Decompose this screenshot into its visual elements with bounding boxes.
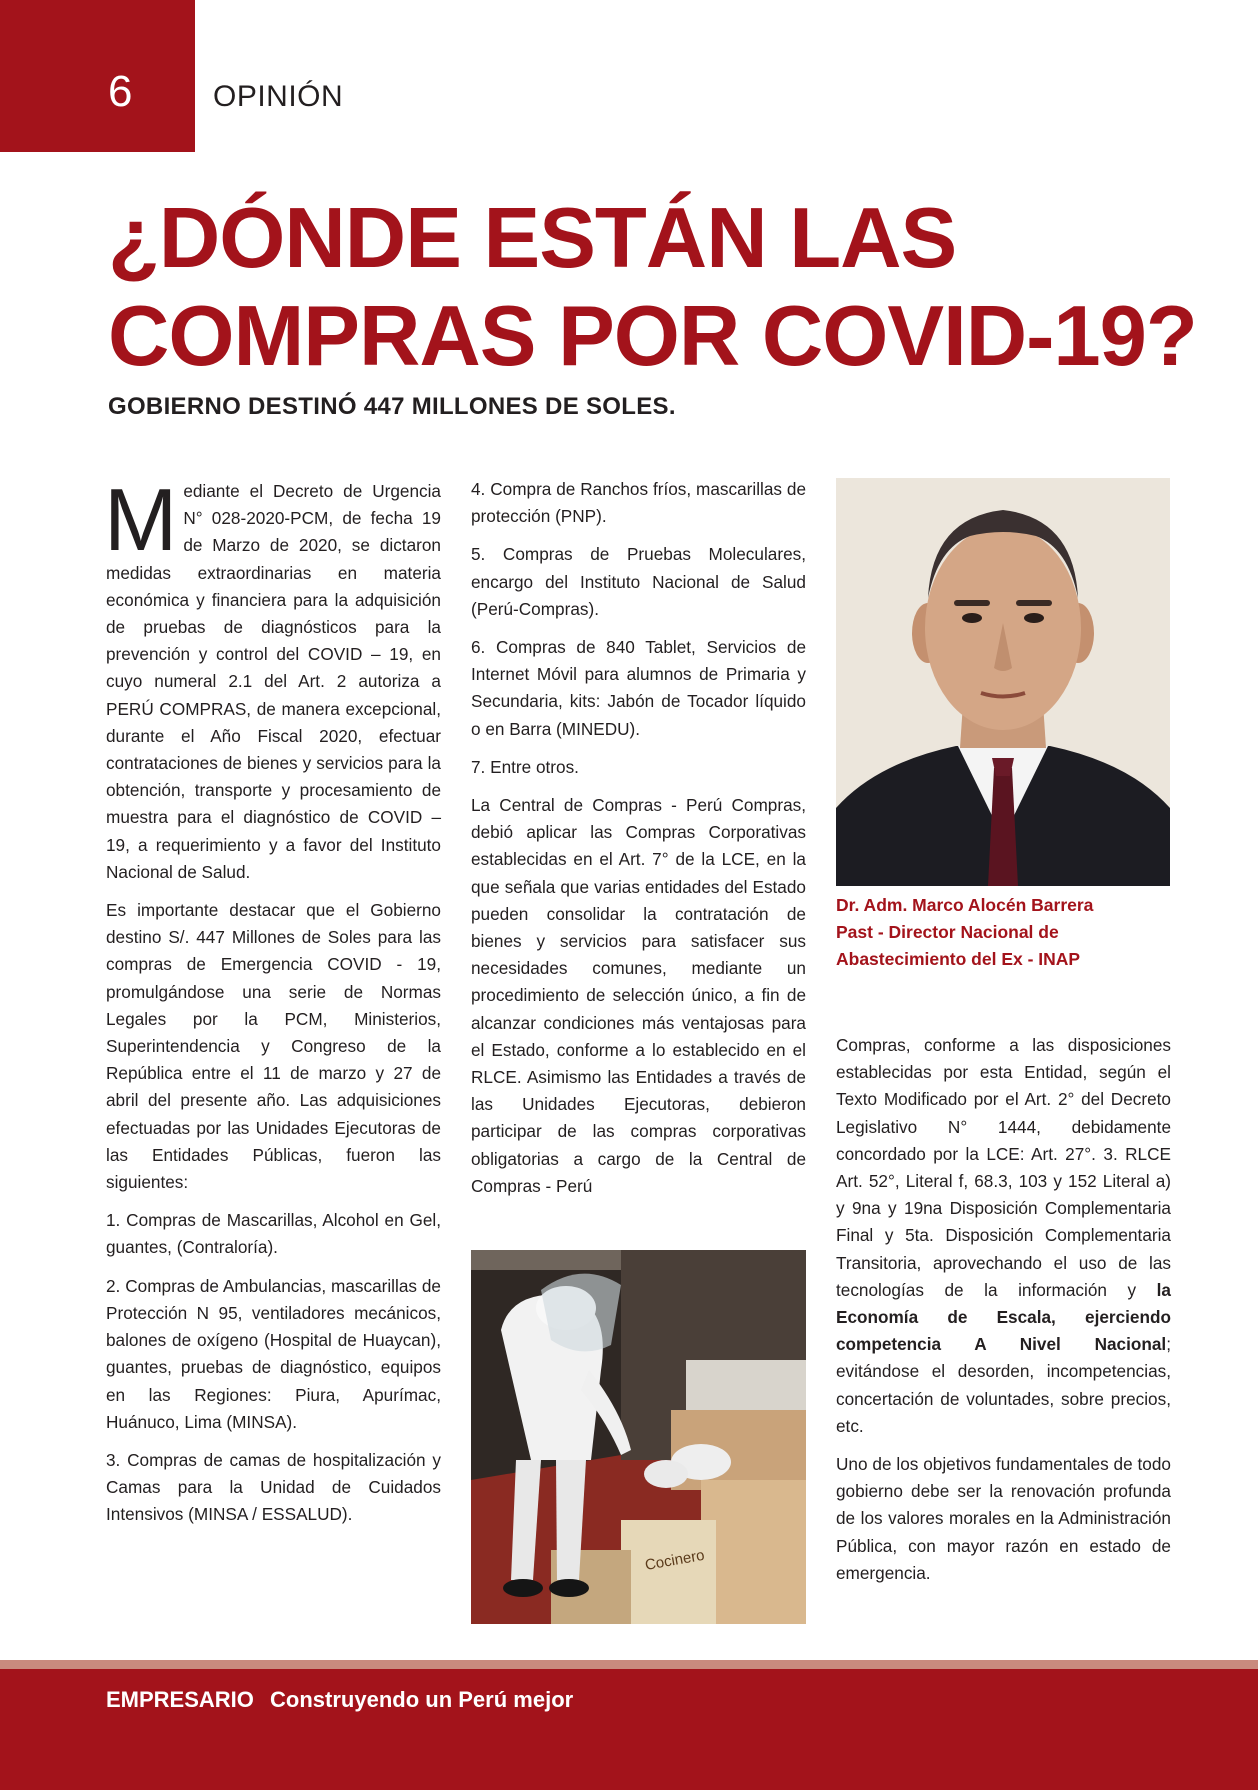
list-item: 4. Compra de Ranchos fríos, mascarillas de protección (PNP).	[471, 479, 806, 527]
footer-brand: EMPRESARIO	[106, 1687, 254, 1712]
list-item: 7. Entre otros.	[471, 756, 579, 777]
warehouse-photo	[471, 1250, 806, 1624]
footer-tagline: Construyendo un Perú mejor	[270, 1687, 574, 1712]
article-column-2	[471, 476, 806, 1211]
paragraph: La Central de Compras - Perú Compras, debió aplicar las Compras Corporativas establecidas en el Art. 7° de la LCE, en la que señala que varias entidades del Estado pueden consolidar la contratación de bienes y servicios para satisfacer sus necesidades comunes, mediante un procedimiento de selección único, a fin de alcanzar condiciones más ventajosas para el Estado, conforme a lo establecido en el RLCE. Asimismo las Entidades a través de las Unidades Ejecutoras, debieron participar de las compras corporativas obligatorias a cargo de la Central de Compras - Perú	[471, 795, 806, 1196]
author-title-line: Abastecimiento del Ex - INAP	[836, 949, 1081, 969]
author-caption	[836, 892, 1196, 973]
paragraph: Compras, conforme a las disposiciones establecidas por esta Entidad, según el Texto Modificado por el Art. 2° del Decreto Legislativo N° 1444, debidamente concordado por la LCE: Art. 27°. 3. RLCE Art. 52°, Literal f, 68.3, 103 y 152 Literal a) y 9na y 19na Disposición Complementaria Final y 5ta. Disposición Complementaria Transitoria, aprovechando el uso de las tecnologías de la información y la Economía de Escala, ejerciendo competencia A Nivel Nacional; evitándose el desorden, incompetencias, concertación de voluntades, sobre precios, etc.	[836, 1035, 1171, 1436]
list-item: 6. Compras de 840 Tablet, Servicios de Internet Móvil para alumnos de Primaria y Secundaria, kits: Jabón de Tocador líquido o en Barra (MINEDU).	[471, 637, 806, 739]
emphasis-text: la Economía de Escala, ejerciendo competencia A Nivel Nacional	[836, 1279, 1171, 1355]
article-column-1	[104, 470, 441, 1540]
section-label: OPINIÓN	[213, 80, 344, 113]
article-title: ¿DÓNDE ESTÁN LAS COMPRAS POR COVID-19?	[108, 191, 1197, 384]
box-label: Cocinero	[643, 1546, 706, 1574]
article-subtitle: GOBIERNO DESTINÓ 447 MILLONES DE SOLES.	[108, 393, 676, 420]
list-item: 3. Compras de camas de hospitalización y Camas para la Unidad de Cuidados Intensivos (MINSA / ESSALUD).	[106, 1449, 441, 1525]
author-name: Dr. Adm. Marco Alocén Barrera	[836, 895, 1094, 915]
paragraph-intro: Mediante el Decreto de Urgencia N° 028-2020-PCM, de fecha 19 de Marzo de 2020, se dictaron medidas extraordinarias en materia económica y financiera para la adquisición de pruebas de diagnósticos para la prevención y control del COVID – 19, en cuyo numeral 2.1 del Art. 2 autoriza a PERÚ COMPRAS, de manera excepcional, durante el Año Fiscal 2020, efectuar contrataciones de bienes y servicios para la obtención, transporte y procesamiento de muestra para el diagnóstico de COVID – 19, a requerimiento y a favor del Instituto Nacional de Salud.	[104, 470, 441, 882]
paragraph: Uno de los objetivos fundamentales de todo gobierno debe ser la renovación profunda de los valores morales en la Administración Pública, con mayor razón en estado de emergencia.	[836, 1454, 1171, 1583]
author-photo	[836, 478, 1170, 886]
list-item: 5. Compras de Pruebas Moleculares, encargo del Instituto Nacional de Salud (Perú-Compras).	[471, 544, 806, 619]
article-column-3	[836, 1032, 1171, 1598]
list-item: 2. Compras de Ambulancias, mascarillas de Protección N 95, ventiladores mecánicos, balones de oxígeno (Hospital de Huaycan), guantes, pruebas de diagnóstico, equipos en las Regiones: Piura, Apurímac, Huánuco, Lima (MINSA).	[106, 1275, 441, 1432]
list-item: 1. Compras de Mascarillas, Alcohol en Gel, guantes, (Contraloría).	[106, 1210, 441, 1258]
footer-stripe	[0, 1660, 1258, 1669]
footer-text	[106, 1687, 573, 1713]
author-title-line: Past - Director Nacional de	[836, 922, 1059, 942]
paragraph: Es importante destacar que el Gobierno destino S/. 447 Millones de Soles para las compras de Emergencia COVID - 19, promulgándose una serie de Normas Legales por la PCM, Ministerios, Superintendencia y Congreso de la República entre el 11 de marzo y 27 de abril del presente año. Las adquisiciones efectuadas por las Unidades Ejecutoras de las Entidades Públicas, fueron las siguientes:	[106, 900, 441, 1193]
dropcap: M	[104, 470, 178, 569]
page-number: 6	[108, 67, 133, 116]
